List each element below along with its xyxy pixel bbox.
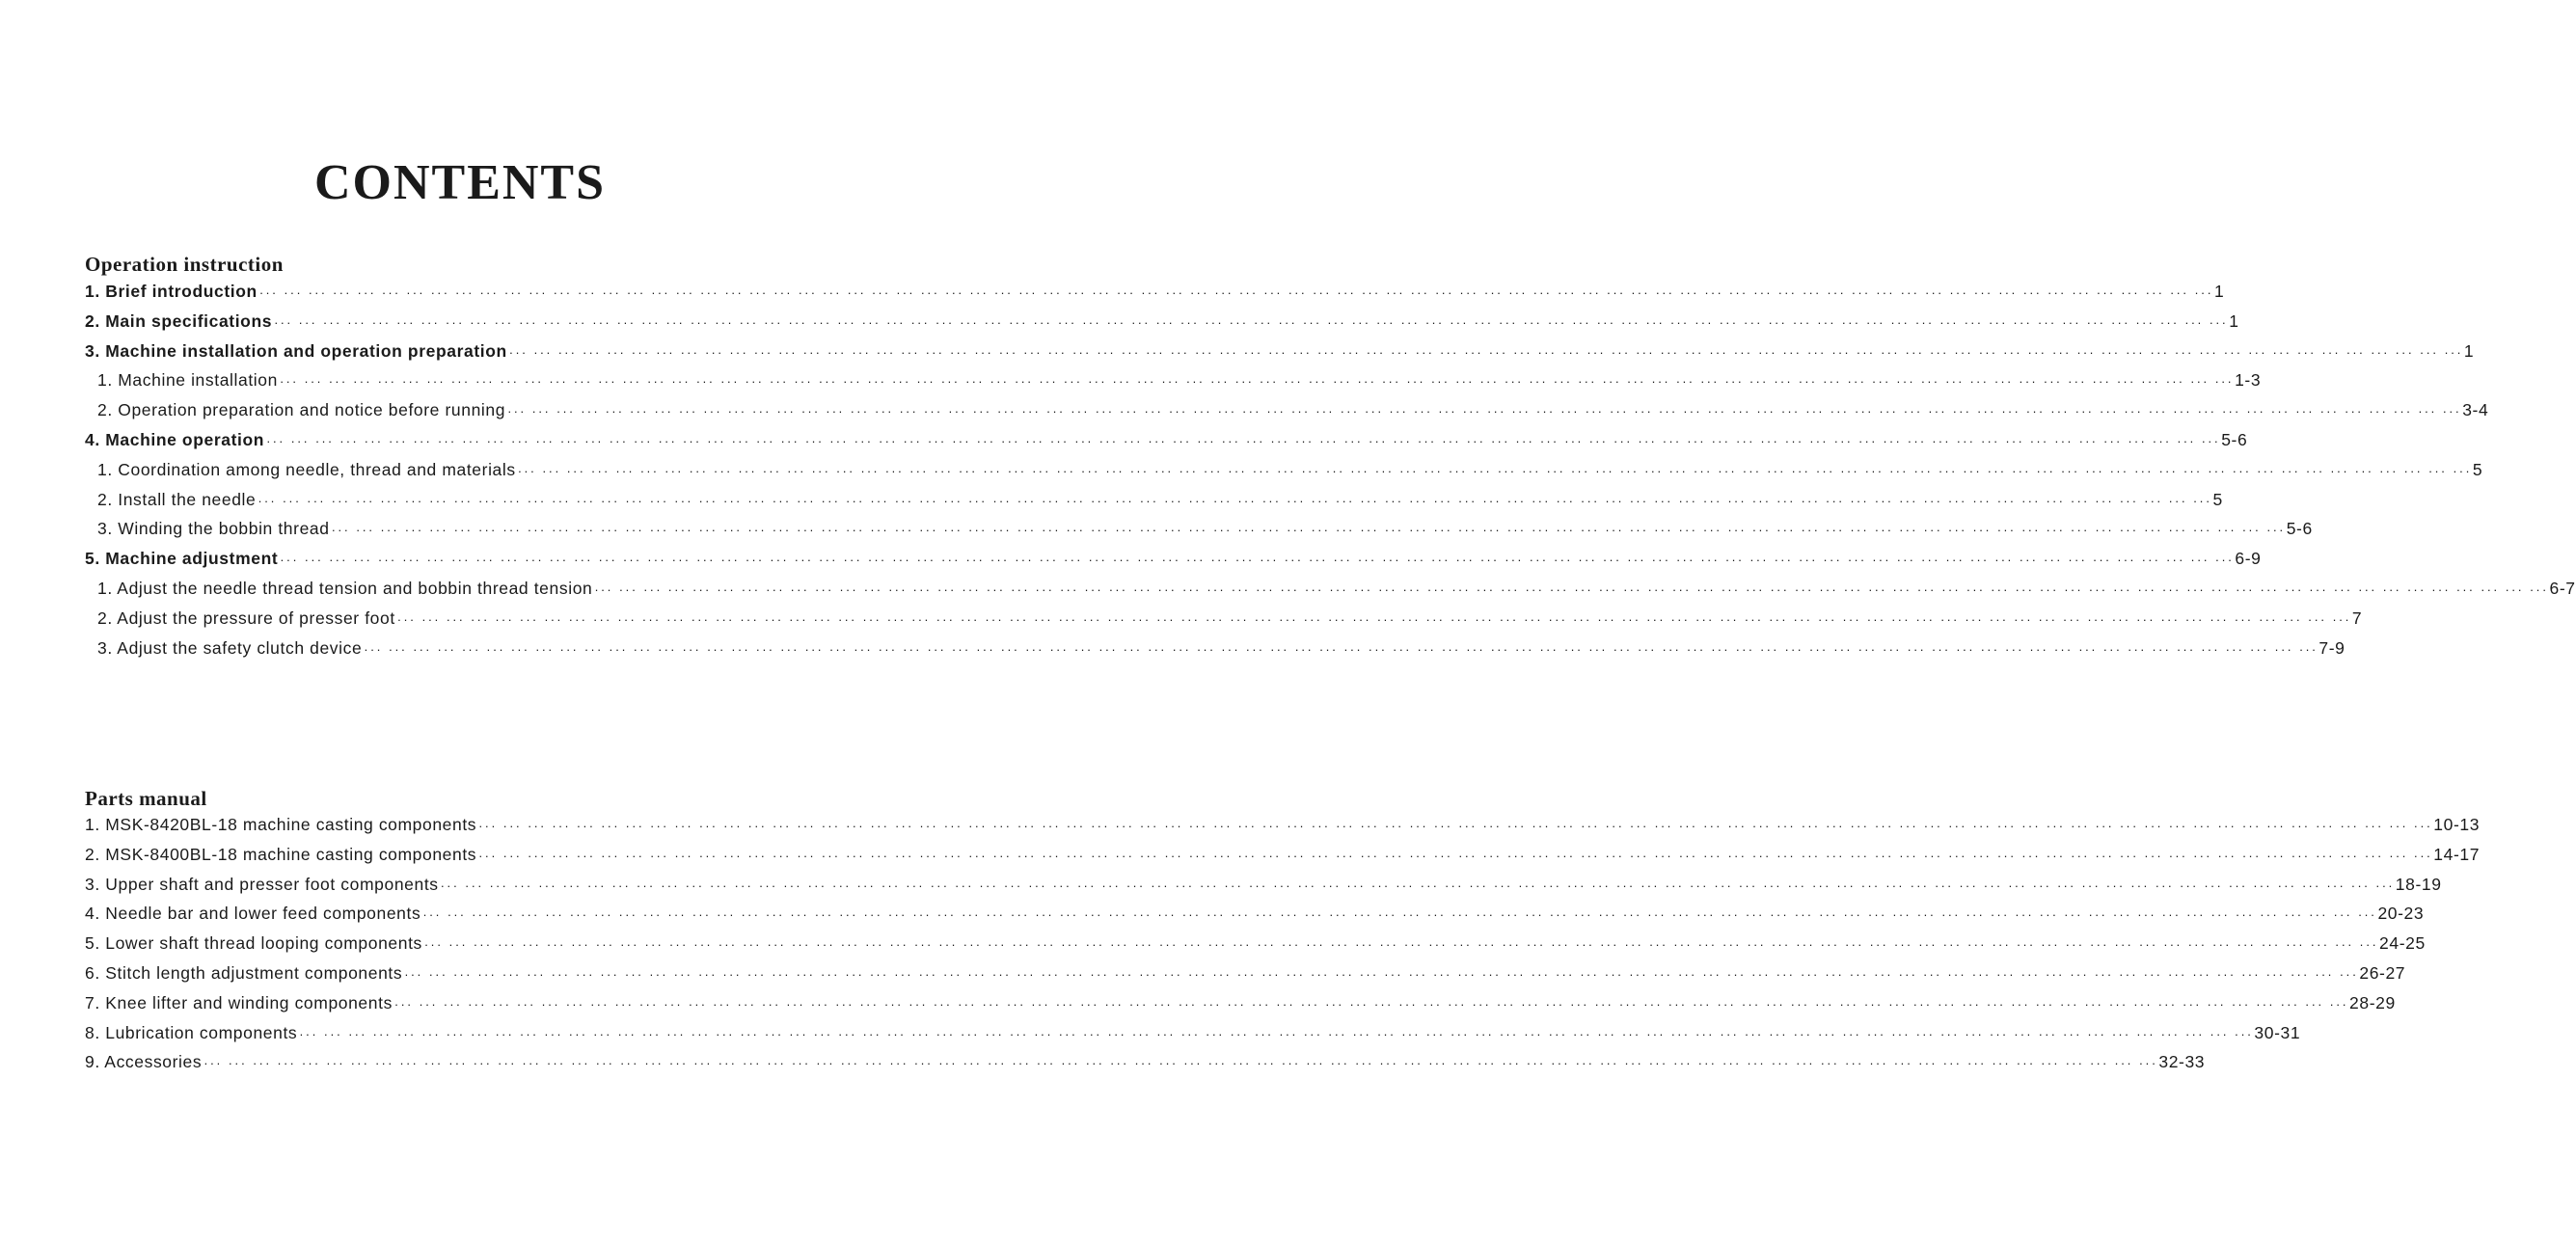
toc-entry-label: 1. Adjust the needle thread tension and bobbin thread tension (97, 578, 593, 598)
toc-entry-page: 28-29 (2349, 992, 2396, 1012)
toc-leader-dots: ··· ··· ··· ··· ··· ··· ··· ··· ··· ··· ··· ··· ··· ··· ··· ··· ··· ··· ··· ··· ··· ··· ··· ··· ··· ··· ··· ··· ··· ··· ··· ··· ··· ··· ··· ··· ··· ··· ··· ··· ··· ··· ··· ··· ··· ··· ··· ··· ··· ··· ··· ··· ··· ··· ··· ··· ··· ··· ··· ··· ··· ··· ··· ··· ··· ··· ··· ··· ··· ··· ··· ··· ··· ··· ··· ··· ··· ··· ··· ··· (266, 433, 2221, 448)
toc-leader-dots: ··· ··· ··· ··· ··· ··· ··· ··· ··· ··· ··· ··· ··· ··· ··· ··· ··· ··· ··· ··· ··· ··· ··· ··· ··· ··· ··· ··· ··· ··· ··· ··· ··· ··· ··· ··· ··· ··· ··· ··· ··· ··· ··· ··· ··· ··· ··· ··· ··· ··· ··· ··· ··· ··· ··· ··· ··· ··· ··· ··· ··· ··· ··· ··· ··· ··· ··· ··· ··· ··· ··· ··· ··· ··· ··· ··· ··· ··· ··· ··· (258, 285, 2213, 300)
toc-entry (85, 637, 2346, 668)
toc-entry (85, 459, 2483, 490)
toc-entry-label: 4. Needle bar and lower feed components (85, 904, 421, 924)
toc-leader-dots: ··· ··· ··· ··· ··· ··· ··· ··· ··· ··· ··· ··· ··· ··· ··· ··· ··· ··· ··· ··· ··· ··· ··· ··· ··· ··· ··· ··· ··· ··· ··· ··· ··· ··· ··· ··· ··· ··· ··· ··· ··· ··· ··· ··· ··· ··· ··· ··· ··· ··· ··· ··· ··· ··· ··· ··· ··· ··· ··· ··· ··· ··· ··· ··· ··· ··· ··· ··· ··· ··· ··· ··· ··· ··· ··· ··· ··· ··· ··· ··· (364, 641, 2318, 657)
toc-leader-dots: ··· ··· ··· ··· ··· ··· ··· ··· ··· ··· ··· ··· ··· ··· ··· ··· ··· ··· ··· ··· ··· ··· ··· ··· ··· ··· ··· ··· ··· ··· ··· ··· ··· ··· ··· ··· ··· ··· ··· ··· ··· ··· ··· ··· ··· ··· ··· ··· ··· ··· ··· ··· ··· ··· ··· ··· ··· ··· ··· ··· ··· ··· ··· ··· ··· ··· ··· ··· ··· ··· ··· ··· ··· ··· ··· ··· ··· ··· ··· ··· (279, 374, 2235, 390)
toc-leader-dots: ··· ··· ··· ··· ··· ··· ··· ··· ··· ··· ··· ··· ··· ··· ··· ··· ··· ··· ··· ··· ··· ··· ··· ··· ··· ··· ··· ··· ··· ··· ··· ··· ··· ··· ··· ··· ··· ··· ··· ··· ··· ··· ··· ··· ··· ··· ··· ··· ··· ··· ··· ··· ··· ··· ··· ··· ··· ··· ··· ··· ··· ··· ··· ··· ··· ··· ··· ··· ··· ··· ··· ··· ··· ··· ··· ··· ··· ··· ··· ··· (440, 878, 2395, 893)
toc-entry-page: 10-13 (2433, 815, 2481, 834)
toc-leader-dots: ··· ··· ··· ··· ··· ··· ··· ··· ··· ··· ··· ··· ··· ··· ··· ··· ··· ··· ··· ··· ··· ··· ··· ··· ··· ··· ··· ··· ··· ··· ··· ··· ··· ··· ··· ··· ··· ··· ··· ··· ··· ··· ··· ··· ··· ··· ··· ··· ··· ··· ··· ··· ··· ··· ··· ··· ··· ··· ··· ··· ··· ··· ··· ··· ··· ··· ··· ··· ··· ··· ··· ··· ··· ··· ··· ··· ··· ··· ··· ··· (404, 966, 2359, 982)
toc-entry-page: 1 (2213, 282, 2225, 301)
toc-entry-label: 2. Install the needle (97, 489, 257, 509)
toc-entry-label: 2. Adjust the pressure of presser foot (97, 608, 395, 628)
toc-entry (85, 904, 2425, 933)
toc-entry (85, 608, 2363, 638)
toc-entry-page: 5-6 (2286, 519, 2313, 539)
toc-entry (85, 962, 2406, 993)
toc-leader-dots: ··· ··· ··· ··· ··· ··· ··· ··· ··· ··· ··· ··· ··· ··· ··· ··· ··· ··· ··· ··· ··· ··· ··· ··· ··· ··· ··· ··· ··· ··· ··· ··· ··· ··· ··· ··· ··· ··· ··· ··· ··· ··· ··· ··· ··· ··· ··· ··· ··· ··· ··· ··· ··· ··· ··· ··· ··· ··· ··· ··· ··· ··· ··· ··· ··· ··· ··· ··· ··· ··· ··· ··· ··· ··· ··· ··· ··· ··· ··· ··· (422, 907, 2377, 923)
toc-entry-page: 6-7 (2549, 578, 2576, 598)
toc-leader-dots: ··· ··· ··· ··· ··· ··· ··· ··· ··· ··· ··· ··· ··· ··· ··· ··· ··· ··· ··· ··· ··· ··· ··· ··· ··· ··· ··· ··· ··· ··· ··· ··· ··· ··· ··· ··· ··· ··· ··· ··· ··· ··· ··· ··· ··· ··· ··· ··· ··· ··· ··· ··· ··· ··· ··· ··· ··· ··· ··· ··· ··· ··· ··· ··· ··· ··· ··· ··· ··· ··· ··· ··· ··· ··· ··· ··· ··· ··· ··· ··· (203, 1056, 2158, 1071)
toc-leader-dots: ··· ··· ··· ··· ··· ··· ··· ··· ··· ··· ··· ··· ··· ··· ··· ··· ··· ··· ··· ··· ··· ··· ··· ··· ··· ··· ··· ··· ··· ··· ··· ··· ··· ··· ··· ··· ··· ··· ··· ··· ··· ··· ··· ··· ··· ··· ··· ··· ··· ··· ··· ··· ··· ··· ··· ··· ··· ··· ··· ··· ··· ··· ··· ··· ··· ··· ··· ··· ··· ··· ··· ··· ··· ··· ··· ··· ··· ··· ··· ··· (594, 581, 2549, 597)
toc-entry (85, 844, 2481, 875)
toc-entry (85, 310, 2239, 341)
toc-leader-dots: ··· ··· ··· ··· ··· ··· ··· ··· ··· ··· ··· ··· ··· ··· ··· ··· ··· ··· ··· ··· ··· ··· ··· ··· ··· ··· ··· ··· ··· ··· ··· ··· ··· ··· ··· ··· ··· ··· ··· ··· ··· ··· ··· ··· ··· ··· ··· ··· ··· ··· ··· ··· ··· ··· ··· ··· ··· ··· ··· ··· ··· ··· ··· ··· ··· ··· ··· ··· ··· ··· ··· ··· ··· ··· ··· ··· ··· ··· ··· ··· (299, 1026, 2254, 1041)
toc-leader-dots: ··· ··· ··· ··· ··· ··· ··· ··· ··· ··· ··· ··· ··· ··· ··· ··· ··· ··· ··· ··· ··· ··· ··· ··· ··· ··· ··· ··· ··· ··· ··· ··· ··· ··· ··· ··· ··· ··· ··· ··· ··· ··· ··· ··· ··· ··· ··· ··· ··· ··· ··· ··· ··· ··· ··· ··· ··· ··· ··· ··· ··· ··· ··· ··· ··· ··· ··· ··· ··· ··· ··· ··· ··· ··· ··· ··· ··· ··· ··· ··· (507, 404, 2462, 419)
toc-entry (85, 370, 2262, 400)
operation-toc-list (85, 282, 2576, 667)
toc-entry (85, 1022, 2301, 1053)
toc-entry (85, 340, 2475, 371)
toc-entry (85, 429, 2248, 460)
toc-entry-label: 7. Knee lifter and winding components (85, 992, 393, 1012)
toc-leader-dots: ··· ··· ··· ··· ··· ··· ··· ··· ··· ··· ··· ··· ··· ··· ··· ··· ··· ··· ··· ··· ··· ··· ··· ··· ··· ··· ··· ··· ··· ··· ··· ··· ··· ··· ··· ··· ··· ··· ··· ··· ··· ··· ··· ··· ··· ··· ··· ··· ··· ··· ··· ··· ··· ··· ··· ··· ··· ··· ··· ··· ··· ··· ··· ··· ··· ··· ··· ··· ··· ··· ··· ··· ··· ··· ··· ··· ··· ··· ··· ··· (478, 819, 2433, 833)
toc-entry (85, 519, 2313, 549)
toc-leader-dots: ··· ··· ··· ··· ··· ··· ··· ··· ··· ··· ··· ··· ··· ··· ··· ··· ··· ··· ··· ··· ··· ··· ··· ··· ··· ··· ··· ··· ··· ··· ··· ··· ··· ··· ··· ··· ··· ··· ··· ··· ··· ··· ··· ··· ··· ··· ··· ··· ··· ··· ··· ··· ··· ··· ··· ··· ··· ··· ··· ··· ··· ··· ··· ··· ··· ··· ··· ··· ··· ··· ··· ··· ··· ··· ··· ··· ··· ··· ··· ··· (393, 996, 2349, 1012)
toc-entry-label: 5. Machine adjustment (85, 549, 279, 569)
toc-entry-label: 5. Lower shaft thread looping components (85, 933, 422, 954)
toc-leader-dots: ··· ··· ··· ··· ··· ··· ··· ··· ··· ··· ··· ··· ··· ··· ··· ··· ··· ··· ··· ··· ··· ··· ··· ··· ··· ··· ··· ··· ··· ··· ··· ··· ··· ··· ··· ··· ··· ··· ··· ··· ··· ··· ··· ··· ··· ··· ··· ··· ··· ··· ··· ··· ··· ··· ··· ··· ··· ··· ··· ··· ··· ··· ··· ··· ··· ··· ··· ··· ··· ··· ··· ··· ··· ··· ··· ··· ··· ··· ··· ··· (423, 937, 2379, 953)
toc-entry-label: 6. Stitch length adjustment components (85, 962, 403, 983)
toc-entry-page: 5 (2472, 459, 2483, 479)
toc-entry-page: 3-4 (2462, 400, 2489, 420)
toc-entry-page: 26-27 (2359, 962, 2406, 983)
toc-entry-page: 20-23 (2377, 904, 2425, 924)
toc-entry-page: 1 (2463, 340, 2475, 361)
toc-entry (85, 992, 2396, 1023)
toc-entry-label: 3. Winding the bobbin thread (97, 519, 330, 539)
toc-entry-label: 2. Operation preparation and notice before running (97, 400, 506, 420)
toc-entry-page: 18-19 (2395, 874, 2442, 894)
toc-entry-page: 14-17 (2433, 844, 2481, 864)
toc-entry-page: 1-3 (2235, 370, 2262, 391)
toc-entry-page: 24-25 (2379, 933, 2426, 954)
parts-section-heading: Parts manual (85, 787, 207, 810)
toc-leader-dots: ··· ··· ··· ··· ··· ··· ··· ··· ··· ··· ··· ··· ··· ··· ··· ··· ··· ··· ··· ··· ··· ··· ··· ··· ··· ··· ··· ··· ··· ··· ··· ··· ··· ··· ··· ··· ··· ··· ··· ··· ··· ··· ··· ··· ··· ··· ··· ··· ··· ··· ··· ··· ··· ··· ··· ··· ··· ··· ··· ··· ··· ··· ··· ··· ··· ··· ··· ··· ··· ··· ··· ··· ··· ··· ··· ··· ··· ··· ··· ··· (396, 611, 2351, 627)
toc-entry-page: 7-9 (2318, 637, 2346, 658)
toc-entry-page: 5 (2212, 489, 2223, 509)
toc-entry (85, 549, 2262, 579)
toc-entry (85, 1052, 2206, 1082)
toc-entry-label: 1. Coordination among needle, thread and materials (97, 459, 516, 479)
toc-entry-label: 1. Machine installation (97, 370, 278, 391)
toc-entry-label: 3. Machine installation and operation preparation (85, 340, 507, 361)
toc-leader-dots: ··· ··· ··· ··· ··· ··· ··· ··· ··· ··· ··· ··· ··· ··· ··· ··· ··· ··· ··· ··· ··· ··· ··· ··· ··· ··· ··· ··· ··· ··· ··· ··· ··· ··· ··· ··· ··· ··· ··· ··· ··· ··· ··· ··· ··· ··· ··· ··· ··· ··· ··· ··· ··· ··· ··· ··· ··· ··· ··· ··· ··· ··· ··· ··· ··· ··· ··· ··· ··· ··· ··· ··· ··· ··· ··· ··· ··· ··· ··· ··· (274, 314, 2229, 330)
toc-entry (85, 933, 2426, 963)
toc-entry (85, 874, 2442, 904)
page-title: CONTENTS (313, 155, 607, 210)
toc-leader-dots: ··· ··· ··· ··· ··· ··· ··· ··· ··· ··· ··· ··· ··· ··· ··· ··· ··· ··· ··· ··· ··· ··· ··· ··· ··· ··· ··· ··· ··· ··· ··· ··· ··· ··· ··· ··· ··· ··· ··· ··· ··· ··· ··· ··· ··· ··· ··· ··· ··· ··· ··· ··· ··· ··· ··· ··· ··· ··· ··· ··· ··· ··· ··· ··· ··· ··· ··· ··· ··· ··· ··· ··· ··· ··· ··· ··· ··· ··· ··· ··· (331, 523, 2286, 538)
toc-entry-label: 9. Accessories (85, 1052, 203, 1072)
operation-section-heading: Operation instruction (85, 253, 284, 276)
toc-leader-dots: ··· ··· ··· ··· ··· ··· ··· ··· ··· ··· ··· ··· ··· ··· ··· ··· ··· ··· ··· ··· ··· ··· ··· ··· ··· ··· ··· ··· ··· ··· ··· ··· ··· ··· ··· ··· ··· ··· ··· ··· ··· ··· ··· ··· ··· ··· ··· ··· ··· ··· ··· ··· ··· ··· ··· ··· ··· ··· ··· ··· ··· ··· ··· ··· ··· ··· ··· ··· ··· ··· ··· ··· ··· ··· ··· ··· ··· ··· ··· ··· (478, 848, 2433, 863)
toc-entry (85, 578, 2576, 608)
toc-entry-label: 2. MSK-8400BL-18 machine casting components (85, 844, 477, 864)
toc-entry (85, 489, 2223, 520)
toc-entry-label: 4. Machine operation (85, 429, 265, 449)
toc-leader-dots: ··· ··· ··· ··· ··· ··· ··· ··· ··· ··· ··· ··· ··· ··· ··· ··· ··· ··· ··· ··· ··· ··· ··· ··· ··· ··· ··· ··· ··· ··· ··· ··· ··· ··· ··· ··· ··· ··· ··· ··· ··· ··· ··· ··· ··· ··· ··· ··· ··· ··· ··· ··· ··· ··· ··· ··· ··· ··· ··· ··· ··· ··· ··· ··· ··· ··· ··· ··· ··· ··· ··· ··· ··· ··· ··· ··· ··· ··· ··· ··· (517, 463, 2472, 478)
toc-entry (85, 400, 2489, 430)
toc-entry-label: 3. Upper shaft and presser foot components (85, 874, 439, 894)
toc-entry-label: 3. Adjust the safety clutch device (97, 637, 363, 658)
toc-leader-dots: ··· ··· ··· ··· ··· ··· ··· ··· ··· ··· ··· ··· ··· ··· ··· ··· ··· ··· ··· ··· ··· ··· ··· ··· ··· ··· ··· ··· ··· ··· ··· ··· ··· ··· ··· ··· ··· ··· ··· ··· ··· ··· ··· ··· ··· ··· ··· ··· ··· ··· ··· ··· ··· ··· ··· ··· ··· ··· ··· ··· ··· ··· ··· ··· ··· ··· ··· ··· ··· ··· ··· ··· ··· ··· ··· ··· ··· ··· ··· ··· (508, 344, 2463, 360)
toc-leader-dots: ··· ··· ··· ··· ··· ··· ··· ··· ··· ··· ··· ··· ··· ··· ··· ··· ··· ··· ··· ··· ··· ··· ··· ··· ··· ··· ··· ··· ··· ··· ··· ··· ··· ··· ··· ··· ··· ··· ··· ··· ··· ··· ··· ··· ··· ··· ··· ··· ··· ··· ··· ··· ··· ··· ··· ··· ··· ··· ··· ··· ··· ··· ··· ··· ··· ··· ··· ··· ··· ··· ··· ··· ··· ··· ··· ··· ··· ··· ··· ··· (258, 493, 2212, 508)
toc-entry-page: 5-6 (2221, 429, 2248, 449)
toc-entry (85, 282, 2225, 311)
toc-entry-page: 6-9 (2235, 549, 2262, 569)
toc-entry-page: 1 (2229, 310, 2239, 331)
toc-entry-label: 1. MSK-8420BL-18 machine casting components (85, 815, 477, 834)
toc-entry (85, 815, 2481, 845)
toc-entry-page: 32-33 (2158, 1052, 2206, 1072)
toc-leader-dots: ··· ··· ··· ··· ··· ··· ··· ··· ··· ··· ··· ··· ··· ··· ··· ··· ··· ··· ··· ··· ··· ··· ··· ··· ··· ··· ··· ··· ··· ··· ··· ··· ··· ··· ··· ··· ··· ··· ··· ··· ··· ··· ··· ··· ··· ··· ··· ··· ··· ··· ··· ··· ··· ··· ··· ··· ··· ··· ··· ··· ··· ··· ··· ··· ··· ··· ··· ··· ··· ··· ··· ··· ··· ··· ··· ··· ··· ··· ··· ··· (280, 553, 2235, 568)
toc-entry-page: 7 (2351, 608, 2363, 628)
toc-entry-page: 30-31 (2254, 1022, 2301, 1042)
toc-entry-label: 2. Main specifications (85, 310, 273, 331)
toc-entry-label: 1. Brief introduction (85, 282, 258, 301)
parts-toc-list (85, 815, 2481, 1082)
toc-entry-label: 8. Lubrication components (85, 1022, 298, 1042)
